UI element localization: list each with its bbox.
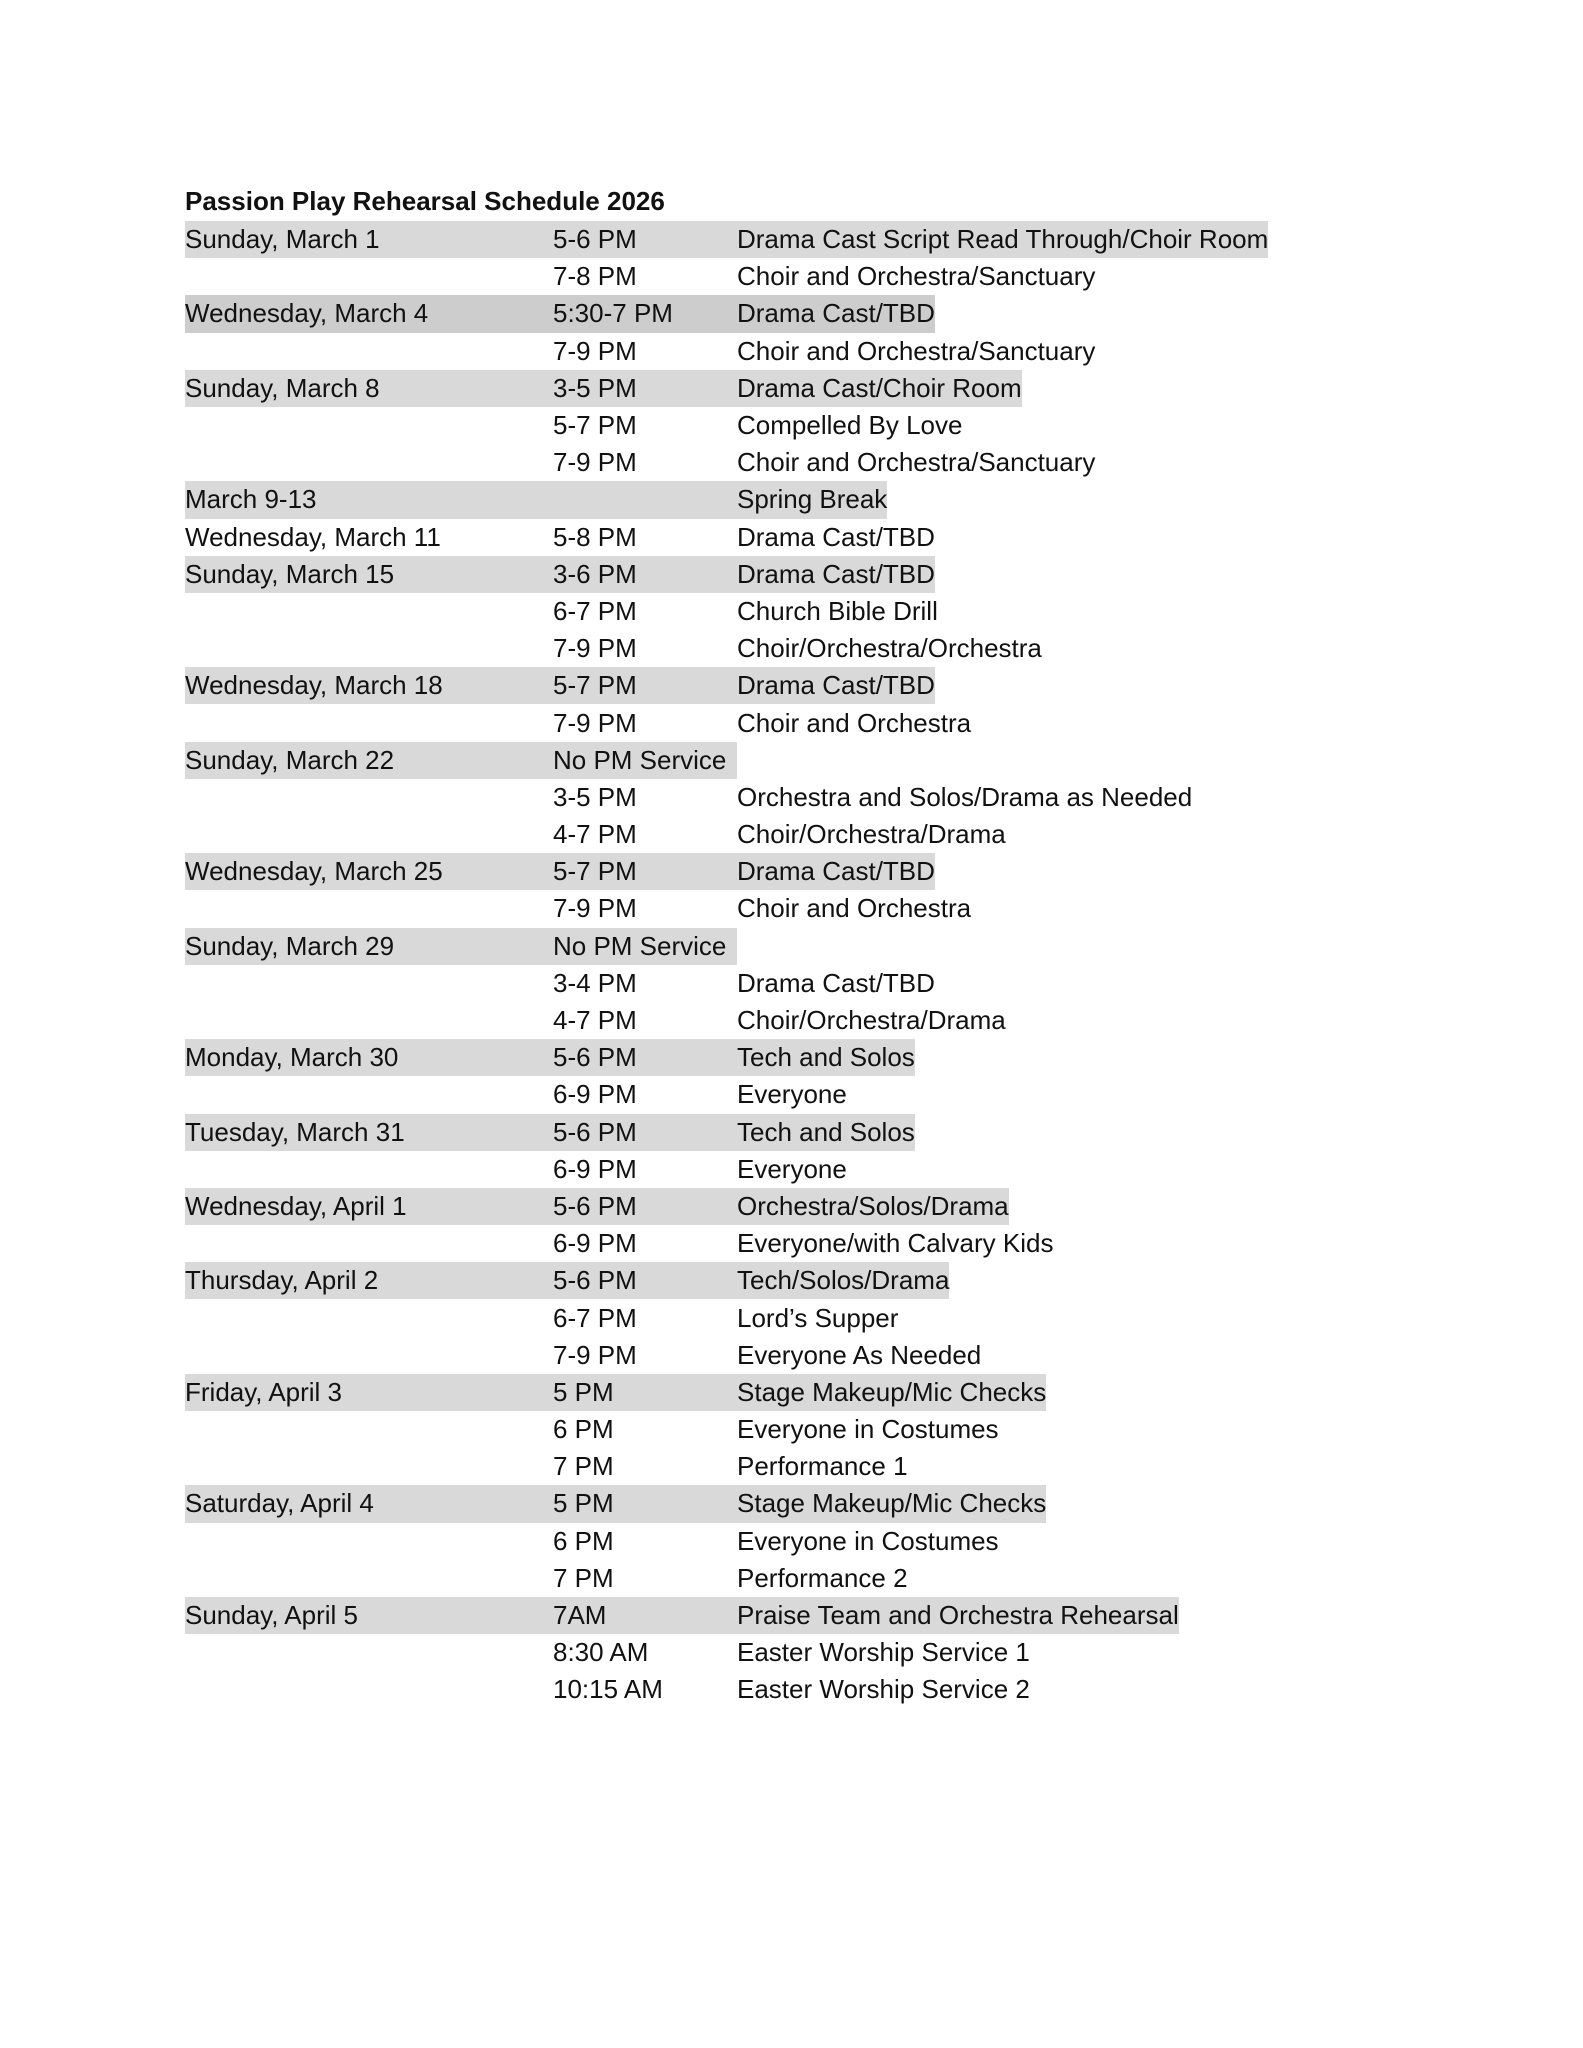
schedule-row xyxy=(185,295,935,332)
time-cell: 5:30-7 PM xyxy=(553,298,673,329)
date-cell: Thursday, April 2 xyxy=(185,1265,379,1296)
event-cell: Drama Cast/TBD xyxy=(737,558,935,589)
date-cell: Wednesday, April 1 xyxy=(185,1190,407,1221)
time-cell: 5-6 PM xyxy=(553,1265,637,1296)
schedule-row xyxy=(185,370,1022,407)
schedule-row xyxy=(185,1671,1030,1708)
time-cell: 7-9 PM xyxy=(553,335,637,366)
schedule-row xyxy=(185,816,1006,853)
time-cell: 10:15 AM xyxy=(553,1674,663,1705)
schedule-row xyxy=(185,1114,915,1151)
time-cell: 5-8 PM xyxy=(553,521,637,552)
date-cell: Sunday, March 1 xyxy=(185,224,380,255)
time-cell: 4-7 PM xyxy=(553,819,637,850)
time-cell: 3-5 PM xyxy=(553,372,637,403)
date-cell: Wednesday, March 25 xyxy=(185,856,443,887)
event-cell: Choir and Orchestra/Sanctuary xyxy=(737,447,1096,478)
time-cell: 5-6 PM xyxy=(553,1116,637,1147)
time-cell: 5-6 PM xyxy=(553,224,637,255)
date-cell: Saturday, April 4 xyxy=(185,1488,374,1519)
event-cell: Tech/Solos/Drama xyxy=(737,1265,950,1296)
event-cell: Drama Cast/Choir Room xyxy=(737,372,1022,403)
time-cell: 3-6 PM xyxy=(553,558,637,589)
event-cell: Stage Makeup/Mic Checks xyxy=(737,1376,1047,1407)
time-cell: 7-9 PM xyxy=(553,707,637,738)
event-cell: Tech and Solos xyxy=(737,1042,915,1073)
event-cell: Performance 2 xyxy=(737,1562,908,1593)
schedule-row xyxy=(185,556,935,593)
schedule-row xyxy=(185,444,1095,481)
time-cell: 5 PM xyxy=(553,1376,614,1407)
date-cell: Wednesday, March 4 xyxy=(185,298,429,329)
event-cell: Drama Cast/TBD xyxy=(737,856,935,887)
time-cell: 5-6 PM xyxy=(553,1042,637,1073)
time-cell: 6-9 PM xyxy=(553,1079,637,1110)
time-cell: 7 PM xyxy=(553,1451,614,1482)
event-cell: Stage Makeup/Mic Checks xyxy=(737,1488,1047,1519)
schedule-row xyxy=(185,1337,981,1374)
schedule-row xyxy=(185,1299,898,1336)
schedule-row xyxy=(185,630,1042,667)
event-cell: Everyone xyxy=(737,1079,847,1110)
time-cell: 5 PM xyxy=(553,1488,614,1519)
time-cell: 7-9 PM xyxy=(553,893,637,924)
schedule-row xyxy=(185,779,1192,816)
event-cell: Choir/Orchestra/Drama xyxy=(737,1005,1006,1036)
schedule-row xyxy=(185,407,962,444)
schedule-row xyxy=(185,1076,847,1113)
date-cell: Monday, March 30 xyxy=(185,1042,399,1073)
time-cell: 4-7 PM xyxy=(553,1005,637,1036)
schedule-table xyxy=(185,221,1268,1709)
event-cell: Drama Cast/TBD xyxy=(737,967,935,998)
schedule-row xyxy=(185,1485,1046,1522)
time-cell: 3-4 PM xyxy=(553,967,637,998)
time-cell: 7-9 PM xyxy=(553,1339,637,1370)
schedule-row xyxy=(185,1597,1179,1634)
schedule-row xyxy=(185,519,935,556)
date-cell: Friday, April 3 xyxy=(185,1376,343,1407)
time-cell: 6-7 PM xyxy=(553,595,637,626)
date-cell: Sunday, March 15 xyxy=(185,558,395,589)
event-cell: Easter Worship Service 2 xyxy=(737,1674,1030,1705)
event-cell: Everyone in Costumes xyxy=(737,1414,999,1445)
schedule-row xyxy=(185,1411,999,1448)
schedule-row xyxy=(185,1039,915,1076)
time-cell: 6-9 PM xyxy=(553,1228,637,1259)
page-title: Passion Play Rehearsal Schedule 2026 xyxy=(185,186,665,216)
time-cell: 7-9 PM xyxy=(553,633,637,664)
event-cell: Drama Cast Script Read Through/Choir Room xyxy=(737,224,1269,255)
event-cell: Choir and Orchestra/Sanctuary xyxy=(737,335,1096,366)
schedule-row xyxy=(185,853,935,890)
event-cell: Lord’s Supper xyxy=(737,1302,899,1333)
schedule-row xyxy=(185,1188,1009,1225)
event-cell: Orchestra/Solos/Drama xyxy=(737,1190,1009,1221)
time-cell: 6-9 PM xyxy=(553,1153,637,1184)
schedule-row xyxy=(185,1634,1030,1671)
date-cell: Sunday, April 5 xyxy=(185,1600,358,1631)
schedule-row xyxy=(185,333,1095,370)
event-cell: Everyone As Needed xyxy=(737,1339,982,1370)
event-cell: Everyone xyxy=(737,1153,847,1184)
date-cell: Wednesday, March 11 xyxy=(185,521,441,552)
schedule-row xyxy=(185,965,935,1002)
schedule-row xyxy=(185,742,737,779)
event-cell: Compelled By Love xyxy=(737,410,963,441)
time-cell: 6 PM xyxy=(553,1525,614,1556)
event-cell: Choir and Orchestra/Sanctuary xyxy=(737,261,1096,292)
time-cell: No PM Service xyxy=(553,930,727,961)
schedule-row xyxy=(185,258,1095,295)
time-cell: 5-7 PM xyxy=(553,410,637,441)
time-cell: 6 PM xyxy=(553,1414,614,1445)
event-cell: Choir and Orchestra xyxy=(737,893,972,924)
event-cell: Choir/Orchestra/Drama xyxy=(737,819,1006,850)
event-cell: Everyone/with Calvary Kids xyxy=(737,1228,1054,1259)
event-cell: Drama Cast/TBD xyxy=(737,298,935,329)
event-cell: Church Bible Drill xyxy=(737,595,938,626)
date-cell: Wednesday, March 18 xyxy=(185,670,443,701)
schedule-row xyxy=(185,221,1268,258)
event-cell: Performance 1 xyxy=(737,1451,908,1482)
date-cell: Sunday, March 22 xyxy=(185,744,395,775)
schedule-row xyxy=(185,593,938,630)
time-cell: 6-7 PM xyxy=(553,1302,637,1333)
schedule-row xyxy=(185,890,971,927)
time-cell: 7-9 PM xyxy=(553,447,637,478)
time-cell: 5-7 PM xyxy=(553,670,637,701)
time-cell: 5-6 PM xyxy=(553,1190,637,1221)
schedule-row xyxy=(185,667,935,704)
schedule-row xyxy=(185,1523,999,1560)
event-cell: Orchestra and Solos/Drama as Needed xyxy=(737,781,1193,812)
schedule-row xyxy=(185,1002,1006,1039)
date-cell: Sunday, March 29 xyxy=(185,930,395,961)
event-cell: Tech and Solos xyxy=(737,1116,915,1147)
event-cell: Praise Team and Orchestra Rehearsal xyxy=(737,1600,1179,1631)
event-cell: Choir and Orchestra xyxy=(737,707,972,738)
date-cell: Sunday, March 8 xyxy=(185,372,380,403)
schedule-row xyxy=(185,928,737,965)
schedule-row xyxy=(185,1225,1053,1262)
schedule-row xyxy=(185,1560,908,1597)
event-cell: Everyone in Costumes xyxy=(737,1525,999,1556)
time-cell: 7 PM xyxy=(553,1562,614,1593)
event-cell: Choir/Orchestra/Orchestra xyxy=(737,633,1042,664)
schedule-row xyxy=(185,481,887,518)
date-cell: Tuesday, March 31 xyxy=(185,1116,405,1147)
schedule-row xyxy=(185,1374,1046,1411)
schedule-row xyxy=(185,1151,847,1188)
time-cell: 7-8 PM xyxy=(553,261,637,292)
event-cell: Spring Break xyxy=(737,484,888,515)
time-cell: 8:30 AM xyxy=(553,1637,649,1668)
schedule-row xyxy=(185,704,971,741)
time-cell: 3-5 PM xyxy=(553,781,637,812)
schedule-row xyxy=(185,1262,949,1299)
event-cell: Drama Cast/TBD xyxy=(737,521,935,552)
event-cell: Easter Worship Service 1 xyxy=(737,1637,1030,1668)
event-cell: Drama Cast/TBD xyxy=(737,670,935,701)
schedule-row xyxy=(185,1448,908,1485)
date-cell: March 9-13 xyxy=(185,484,317,515)
time-cell: No PM Service xyxy=(553,744,727,775)
time-cell: 7AM xyxy=(553,1600,607,1631)
time-cell: 5-7 PM xyxy=(553,856,637,887)
